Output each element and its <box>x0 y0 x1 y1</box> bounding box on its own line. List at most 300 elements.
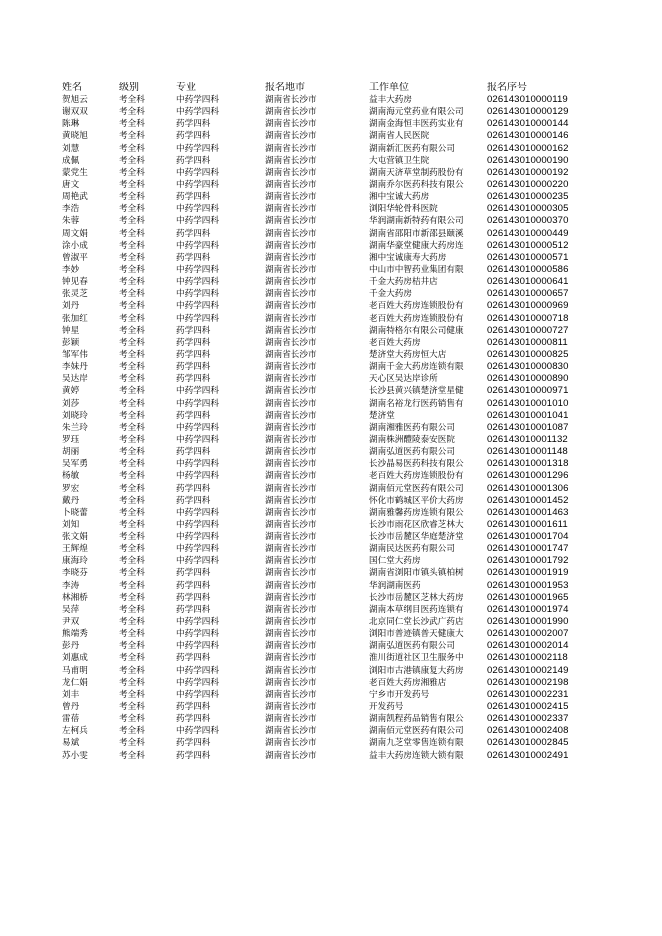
table-row <box>62 143 602 155</box>
cell-name: 贺旭云 <box>62 95 88 105</box>
cell-employer: 老百姓大药房连锁股份有 <box>369 471 464 482</box>
cell-serial: 026143010002007 <box>487 628 569 640</box>
cell-major: 中药学四科 <box>176 95 219 105</box>
cell-city: 湖南省长沙市 <box>265 471 317 482</box>
cell-major: 中药学四科 <box>176 167 219 178</box>
cell-level: 考全科 <box>119 750 145 761</box>
table-row <box>62 191 602 203</box>
cell-serial: 026143010001974 <box>487 603 569 615</box>
cell-major: 中药学四科 <box>176 556 219 567</box>
cell-employer: 益丰大药房 <box>369 95 412 105</box>
header-city: 报名地市 <box>265 82 305 93</box>
cell-employer: 湖南省邵阳市新邵县颐溪 <box>369 228 464 239</box>
cell-name: 雷蓓 <box>62 714 80 725</box>
cell-serial: 026143010001919 <box>487 567 569 579</box>
cell-name: 唐文 <box>62 179 80 190</box>
cell-name: 谢双双 <box>62 107 88 118</box>
cell-employer: 湖南海元堂药业有限公司 <box>369 107 464 118</box>
table-row <box>62 179 602 191</box>
cell-serial: 026143010002408 <box>487 725 569 737</box>
cell-city: 湖南省长沙市 <box>265 240 317 251</box>
cell-serial: 026143010001953 <box>487 579 569 591</box>
cell-name: 张文娟 <box>62 532 88 543</box>
cell-serial: 026143010001296 <box>487 470 569 482</box>
cell-serial: 026143010001704 <box>487 531 569 543</box>
cell-major: 药学四科 <box>176 738 211 749</box>
cell-serial: 026143010000971 <box>487 385 569 397</box>
cell-employer: 北京同仁堂长沙武广药店 <box>369 617 464 628</box>
cell-level: 考全科 <box>119 325 145 336</box>
cell-city: 湖南省长沙市 <box>265 641 317 652</box>
cell-major: 中药学四科 <box>176 398 219 409</box>
cell-city: 湖南省长沙市 <box>265 362 317 373</box>
cell-serial: 026143010000512 <box>487 239 569 251</box>
cell-city: 湖南省长沙市 <box>265 313 317 324</box>
cell-level: 考全科 <box>119 95 145 105</box>
cell-employer: 宁乡市开发药号 <box>369 689 430 700</box>
table-row <box>62 580 602 592</box>
cell-major: 中药学四科 <box>176 434 219 445</box>
cell-city: 湖南省长沙市 <box>265 192 317 203</box>
cell-major: 药学四科 <box>176 580 211 591</box>
table-row <box>62 665 602 677</box>
cell-serial: 026143010000192 <box>487 166 569 178</box>
cell-major: 中药学四科 <box>176 689 219 700</box>
cell-level: 考全科 <box>119 155 145 166</box>
cell-level: 考全科 <box>119 240 145 251</box>
cell-level: 考全科 <box>119 544 145 555</box>
cell-major: 药学四科 <box>176 325 211 336</box>
cell-employer: 湖南凯程药品销售有限公 <box>369 714 464 725</box>
cell-serial: 026143010001148 <box>487 446 568 458</box>
cell-employer: 老百姓大药房连锁股份有 <box>369 301 464 312</box>
cell-city: 湖南省长沙市 <box>265 556 317 567</box>
cell-city: 湖南省长沙市 <box>265 592 317 603</box>
cell-serial: 026143010001041 <box>487 409 569 421</box>
cell-city: 湖南省长沙市 <box>265 726 317 737</box>
cell-city: 湖南省长沙市 <box>265 665 317 676</box>
cell-major: 中药学四科 <box>176 216 219 227</box>
cell-serial: 026143010000890 <box>487 373 569 385</box>
cell-level: 考全科 <box>119 653 145 664</box>
cell-name: 康海玲 <box>62 556 88 567</box>
cell-employer: 湖南华豪堂健康大药房连 <box>369 240 464 251</box>
cell-name: 马甫明 <box>62 665 88 676</box>
cell-major: 中药学四科 <box>176 641 219 652</box>
cell-level: 考全科 <box>119 264 145 275</box>
cell-employer: 千金大药房桔井店 <box>369 277 438 288</box>
table-row <box>62 264 602 276</box>
cell-major: 药学四科 <box>176 192 211 203</box>
cell-level: 考全科 <box>119 313 145 324</box>
cell-serial: 026143010000144 <box>487 118 569 130</box>
cell-employer: 湖南特格尔有限公司健康 <box>369 325 464 336</box>
cell-level: 考全科 <box>119 677 145 688</box>
cell-name: 左柯兵 <box>62 726 88 737</box>
header-serial: 报名序号 <box>487 82 527 93</box>
cell-city: 湖南省长沙市 <box>265 738 317 749</box>
cell-level: 考全科 <box>119 301 145 312</box>
cell-major: 中药学四科 <box>176 204 219 215</box>
cell-major: 中药学四科 <box>176 677 219 688</box>
table-row <box>62 337 602 349</box>
table-row <box>62 410 602 422</box>
cell-level: 考全科 <box>119 726 145 737</box>
cell-serial: 026143010001792 <box>487 555 569 567</box>
table-row <box>62 555 602 567</box>
cell-level: 考全科 <box>119 228 145 239</box>
cell-city: 湖南省长沙市 <box>265 507 317 518</box>
cell-major: 中药学四科 <box>176 289 219 300</box>
table-row <box>62 434 602 446</box>
table-row <box>62 495 602 507</box>
cell-city: 湖南省长沙市 <box>265 459 317 470</box>
cell-major: 中药学四科 <box>176 617 219 628</box>
table-row <box>62 118 602 130</box>
cell-major: 药学四科 <box>176 410 211 421</box>
cell-employer: 湖南新汇医药有限公司 <box>369 143 455 154</box>
cell-employer: 湖南佰元堂医药有限公司 <box>369 726 464 737</box>
cell-serial: 026143010000830 <box>487 361 569 373</box>
cell-employer: 浏阳市古港镇康复大药房 <box>369 665 464 676</box>
cell-name: 李晓芬 <box>62 568 88 579</box>
cell-serial: 026143010000162 <box>487 142 569 154</box>
cell-major: 中药学四科 <box>176 143 219 154</box>
cell-city: 湖南省长沙市 <box>265 750 317 761</box>
cell-employer: 湖南佰元堂医药有限公司 <box>369 483 464 494</box>
cell-level: 考全科 <box>119 665 145 676</box>
cell-level: 考全科 <box>119 410 145 421</box>
table-row <box>62 543 602 555</box>
cell-major: 中药学四科 <box>176 264 219 275</box>
cell-serial: 026143010002198 <box>487 676 569 688</box>
table-row <box>62 750 602 762</box>
cell-serial: 026143010000641 <box>487 276 569 288</box>
cell-employer: 湖南弘道医药有限公司 <box>369 641 455 652</box>
cell-level: 考全科 <box>119 495 145 506</box>
cell-employer: 楚济堂 <box>369 410 395 421</box>
cell-name: 黄婷 <box>62 386 80 397</box>
table-row <box>62 300 602 312</box>
cell-name: 钟见春 <box>62 277 88 288</box>
cell-city: 湖南省长沙市 <box>265 677 317 688</box>
cell-employer: 湖南九芝堂零售连锁有限 <box>369 738 464 749</box>
cell-employer: 湘中宝诚康寿大药房 <box>369 252 447 263</box>
cell-name: 尹双 <box>62 617 80 628</box>
cell-major: 药学四科 <box>176 750 211 761</box>
cell-level: 考全科 <box>119 192 145 203</box>
cell-major: 药学四科 <box>176 119 211 130</box>
cell-level: 考全科 <box>119 337 145 348</box>
cell-name: 刘丹 <box>62 301 80 312</box>
cell-name: 刘惠成 <box>62 653 88 664</box>
cell-city: 湖南省长沙市 <box>265 714 317 725</box>
cell-serial: 026143010000220 <box>487 178 569 190</box>
cell-city: 湖南省长沙市 <box>265 434 317 445</box>
cell-major: 药学四科 <box>176 447 211 458</box>
cell-employer: 湖南乔尔医药科技有限公 <box>369 179 464 190</box>
table-row <box>62 628 602 640</box>
cell-serial: 026143010001452 <box>487 494 569 506</box>
cell-major: 中药学四科 <box>176 301 219 312</box>
cell-name: 李涛 <box>62 580 80 591</box>
table-row <box>62 106 602 118</box>
cell-name: 张加红 <box>62 313 88 324</box>
cell-name: 彭颖 <box>62 337 80 348</box>
cell-name: 李妙 <box>62 264 80 275</box>
registration-table <box>62 82 602 762</box>
cell-employer: 湖南湘雅医药有限公司 <box>369 422 455 433</box>
cell-serial: 026143010002118 <box>487 652 568 664</box>
table-row <box>62 470 602 482</box>
cell-level: 考全科 <box>119 277 145 288</box>
cell-city: 湖南省长沙市 <box>265 107 317 118</box>
cell-employer: 长沙县黄兴镇楚济堂星健 <box>369 386 464 397</box>
cell-name: 钟星 <box>62 325 80 336</box>
cell-employer: 湖南省人民医院 <box>369 131 430 142</box>
cell-level: 考全科 <box>119 580 145 591</box>
cell-name: 刘晓玲 <box>62 410 88 421</box>
cell-city: 湖南省长沙市 <box>265 374 317 385</box>
cell-level: 考全科 <box>119 143 145 154</box>
cell-major: 药学四科 <box>176 337 211 348</box>
cell-name: 熊端秀 <box>62 629 88 640</box>
table-row <box>62 155 602 167</box>
cell-major: 中药学四科 <box>176 471 219 482</box>
cell-city: 湖南省长沙市 <box>265 155 317 166</box>
cell-level: 考全科 <box>119 204 145 215</box>
cell-employer: 老百姓大药房湘雅店 <box>369 677 447 688</box>
cell-city: 湖南省长沙市 <box>265 252 317 263</box>
table-row <box>62 215 602 227</box>
cell-city: 湖南省长沙市 <box>265 216 317 227</box>
cell-level: 考全科 <box>119 447 145 458</box>
cell-employer: 开发药号 <box>369 702 404 713</box>
cell-city: 湖南省长沙市 <box>265 604 317 615</box>
cell-major: 药学四科 <box>176 495 211 506</box>
cell-name: 苏小雯 <box>62 750 88 761</box>
table-row <box>62 725 602 737</box>
cell-name: 李浩 <box>62 204 80 215</box>
cell-city: 湖南省长沙市 <box>265 519 317 530</box>
cell-name: 蒙党生 <box>62 167 88 178</box>
cell-employer: 国仁堂大药房 <box>369 556 421 567</box>
cell-level: 考全科 <box>119 349 145 360</box>
cell-serial: 026143010000146 <box>487 130 569 142</box>
cell-name: 吴萍 <box>62 604 80 615</box>
cell-city: 湖南省长沙市 <box>265 544 317 555</box>
cell-city: 湖南省长沙市 <box>265 143 317 154</box>
cell-level: 考全科 <box>119 714 145 725</box>
cell-name: 王辉煌 <box>62 544 88 555</box>
cell-major: 中药学四科 <box>176 459 219 470</box>
cell-level: 考全科 <box>119 362 145 373</box>
cell-serial: 026143010000571 <box>487 251 569 263</box>
header-employer: 工作单位 <box>369 82 409 93</box>
cell-city: 湖南省长沙市 <box>265 264 317 275</box>
cell-city: 湖南省长沙市 <box>265 568 317 579</box>
table-row <box>62 167 602 179</box>
cell-serial: 026143010000811 <box>487 336 568 348</box>
table-row <box>62 276 602 288</box>
cell-level: 考全科 <box>119 617 145 628</box>
cell-major: 中药学四科 <box>176 179 219 190</box>
cell-city: 湖南省长沙市 <box>265 617 317 628</box>
cell-level: 考全科 <box>119 641 145 652</box>
cell-level: 考全科 <box>119 702 145 713</box>
table-row <box>62 422 602 434</box>
cell-name: 卜晓蕾 <box>62 507 88 518</box>
table-row <box>62 288 602 300</box>
cell-city: 湖南省长沙市 <box>265 131 317 142</box>
cell-level: 考全科 <box>119 131 145 142</box>
cell-employer: 老百姓大药房 <box>369 337 421 348</box>
cell-serial: 026143010001965 <box>487 591 569 603</box>
cell-level: 考全科 <box>119 179 145 190</box>
cell-major: 中药学四科 <box>176 107 219 118</box>
cell-serial: 026143010002415 <box>487 701 569 713</box>
cell-name: 涂小成 <box>62 240 88 251</box>
cell-serial: 026143010001747 <box>487 543 569 555</box>
table-row <box>62 531 602 543</box>
table-row <box>62 349 602 361</box>
cell-serial: 026143010000190 <box>487 154 569 166</box>
cell-level: 考全科 <box>119 604 145 615</box>
cell-name: 张灵芝 <box>62 289 88 300</box>
cell-major: 中药学四科 <box>176 519 219 530</box>
cell-level: 考全科 <box>119 689 145 700</box>
cell-name: 戴丹 <box>62 495 80 506</box>
cell-serial: 026143010000969 <box>487 300 569 312</box>
cell-major: 药学四科 <box>176 653 211 664</box>
cell-city: 湖南省长沙市 <box>265 410 317 421</box>
cell-city: 湖南省长沙市 <box>265 337 317 348</box>
table-row <box>62 240 602 252</box>
cell-serial: 026143010000235 <box>487 191 569 203</box>
cell-employer: 老百姓大药房连锁股份有 <box>369 313 464 324</box>
cell-city: 湖南省长沙市 <box>265 179 317 190</box>
cell-level: 考全科 <box>119 374 145 385</box>
cell-major: 药学四科 <box>176 714 211 725</box>
cell-level: 考全科 <box>119 398 145 409</box>
cell-major: 药学四科 <box>176 228 211 239</box>
cell-major: 药学四科 <box>176 592 211 603</box>
cell-employer: 天心区吴达岸诊所 <box>369 374 438 385</box>
table-row <box>62 483 602 495</box>
cell-serial: 026143010000825 <box>487 348 569 360</box>
cell-name: 朱蓉 <box>62 216 80 227</box>
cell-name: 成佩 <box>62 155 80 166</box>
cell-name: 邹军伟 <box>62 349 88 360</box>
cell-major: 药学四科 <box>176 604 211 615</box>
cell-serial: 026143010000449 <box>487 227 569 239</box>
cell-serial: 026143010001611 <box>487 518 568 530</box>
cell-level: 考全科 <box>119 107 145 118</box>
cell-employer: 浏阳市普迹镇普天健康大 <box>369 629 464 640</box>
table-row <box>62 458 602 470</box>
table-row <box>62 373 602 385</box>
cell-employer: 湘中宝诚大药房 <box>369 192 430 203</box>
cell-name: 李妹丹 <box>62 362 88 373</box>
cell-major: 药学四科 <box>176 702 211 713</box>
table-row <box>62 507 602 519</box>
header-level: 级别 <box>119 82 139 93</box>
cell-name: 龙仁娟 <box>62 677 88 688</box>
cell-level: 考全科 <box>119 532 145 543</box>
cell-serial: 026143010001132 <box>487 433 568 445</box>
cell-name: 周艳武 <box>62 192 88 203</box>
table-row <box>62 567 602 579</box>
cell-city: 湖南省长沙市 <box>265 277 317 288</box>
cell-city: 湖南省长沙市 <box>265 483 317 494</box>
cell-level: 考全科 <box>119 507 145 518</box>
cell-name: 刘莎 <box>62 398 80 409</box>
cell-major: 中药学四科 <box>176 544 219 555</box>
table-row <box>62 228 602 240</box>
cell-employer: 浏阳华轮骨科医院 <box>369 204 438 215</box>
cell-name: 易斌 <box>62 738 80 749</box>
cell-city: 湖南省长沙市 <box>265 325 317 336</box>
cell-city: 湖南省长沙市 <box>265 289 317 300</box>
cell-level: 考全科 <box>119 471 145 482</box>
cell-employer: 长沙市岳麓区芝林大药房 <box>369 592 464 603</box>
table-row <box>62 592 602 604</box>
header-major: 专业 <box>176 82 196 93</box>
cell-city: 湖南省长沙市 <box>265 653 317 664</box>
cell-major: 药学四科 <box>176 252 211 263</box>
cell-city: 湖南省长沙市 <box>265 398 317 409</box>
cell-city: 湖南省长沙市 <box>265 301 317 312</box>
cell-employer: 湖南本草纲目医药连锁有 <box>369 604 464 615</box>
cell-major: 中药学四科 <box>176 422 219 433</box>
cell-major: 中药学四科 <box>176 313 219 324</box>
cell-city: 湖南省长沙市 <box>265 702 317 713</box>
cell-level: 考全科 <box>119 483 145 494</box>
table-row <box>62 701 602 713</box>
cell-name: 吴达岸 <box>62 374 88 385</box>
cell-employer: 长沙晶易医药科技有限公 <box>369 459 464 470</box>
cell-major: 药学四科 <box>176 483 211 494</box>
table-row <box>62 94 602 106</box>
cell-serial: 026143010000305 <box>487 203 569 215</box>
cell-serial: 026143010001010 <box>487 397 569 409</box>
cell-serial: 026143010000718 <box>487 312 569 324</box>
table-row <box>62 446 602 458</box>
cell-major: 中药学四科 <box>176 665 219 676</box>
cell-level: 考全科 <box>119 167 145 178</box>
table-row <box>62 616 602 628</box>
cell-serial: 026143010002337 <box>487 713 569 725</box>
cell-major: 药学四科 <box>176 155 211 166</box>
cell-employer: 怀化市鹤城区平价大药房 <box>369 495 464 506</box>
table-row <box>62 713 602 725</box>
cell-major: 中药学四科 <box>176 277 219 288</box>
cell-serial: 026143010000119 <box>487 94 568 105</box>
table-row <box>62 689 602 701</box>
cell-serial: 026143010001318 <box>487 458 569 470</box>
cell-employer: 湖南天济草堂制药股份有 <box>369 167 464 178</box>
table-row <box>62 652 602 664</box>
cell-name: 彭丹 <box>62 641 80 652</box>
cell-employer: 湖南株洲醴陵泰安医院 <box>369 434 455 445</box>
cell-major: 中药学四科 <box>176 386 219 397</box>
cell-name: 胡丽 <box>62 447 80 458</box>
cell-city: 湖南省长沙市 <box>265 204 317 215</box>
cell-name: 陈琳 <box>62 119 80 130</box>
table-row <box>62 519 602 531</box>
cell-major: 中药学四科 <box>176 240 219 251</box>
table-row <box>62 398 602 410</box>
